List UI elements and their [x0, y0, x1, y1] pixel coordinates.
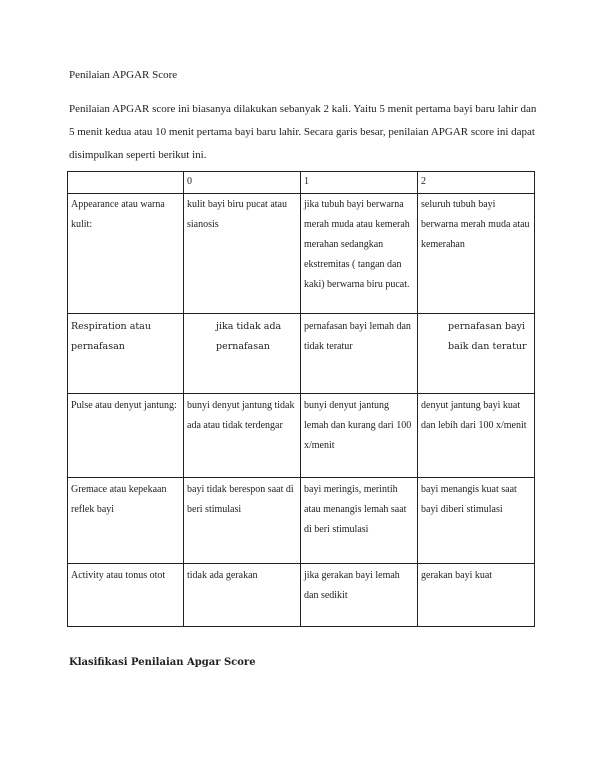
table-cell: bayi meringis, merintih atau menangis lemah saat di beri stimulasi: [301, 478, 418, 564]
table-header-cell: 1: [301, 172, 418, 194]
table-cell: seluruh tubuh bayi berwarna merah muda atau kemerahan: [418, 194, 535, 314]
table-cell: bunyi denyut jantung tidak ada atau tidak terdengar: [184, 394, 301, 478]
table-row: [68, 394, 535, 478]
table-row: [68, 194, 535, 314]
table-row: [68, 314, 535, 394]
table-cell: Gremace atau kepekaan reflek bayi: [68, 478, 184, 564]
section-heading: Penilaian APGAR Score: [69, 69, 178, 81]
table-cell: pernafasan bayi lemah dan tidak teratur: [301, 314, 418, 394]
table-cell: Respiration atau pernafasan: [68, 314, 184, 394]
table-cell: bayi menangis kuat saat bayi diberi stimulasi: [418, 478, 535, 564]
table-cell: jika tubuh bayi berwarna merah muda atau kemerah merahan sedangkan ekstremitas ( tangan dan kaki) berwarna biru pucat.: [301, 194, 418, 314]
table-header-cell: 0: [184, 172, 301, 194]
table-header-row: [68, 172, 535, 194]
table-cell: Appearance atau warna kulit:: [68, 194, 184, 314]
table-row: [68, 478, 535, 564]
table-cell: Pulse atau denyut jantung:: [68, 394, 184, 478]
table-cell: gerakan bayi kuat: [418, 564, 535, 627]
table-cell: jika tidak ada pernafasan: [184, 314, 301, 394]
table-header-cell: 2: [418, 172, 535, 194]
table-cell: jika gerakan bayi lemah dan sedikit: [301, 564, 418, 627]
table-cell: bunyi denyut jantung lemah dan kurang dari 100 x/menit: [301, 394, 418, 478]
klasifikasi-heading: Klasifikasi Penilaian Apgar Score: [69, 657, 256, 668]
apgar-table: [67, 171, 535, 627]
table-cell: Activity atau tonus otot: [68, 564, 184, 627]
table-cell: denyut jantung bayi kuat dan lebih dari 100 x/menit: [418, 394, 535, 478]
intro-paragraph: Penilaian APGAR score ini biasanya dilakukan sebanyak 2 kali. Yaitu 5 menit pertama bayi baru lahir dan 5 menit kedua atau 10 menit pertama bayi baru lahir. Secara garis besar, penilaian APGAR score ini dapat disimpulkan seperti berikut ini.: [69, 103, 537, 161]
table-cell: kulit bayi biru pucat atau sianosis: [184, 194, 301, 314]
table-cell: pernafasan bayi baik dan teratur: [418, 314, 535, 394]
table-cell: tidak ada gerakan: [184, 564, 301, 627]
table-row: [68, 564, 535, 627]
table-header-cell: [68, 172, 184, 194]
table-cell: bayi tidak berespon saat di beri stimulasi: [184, 478, 301, 564]
